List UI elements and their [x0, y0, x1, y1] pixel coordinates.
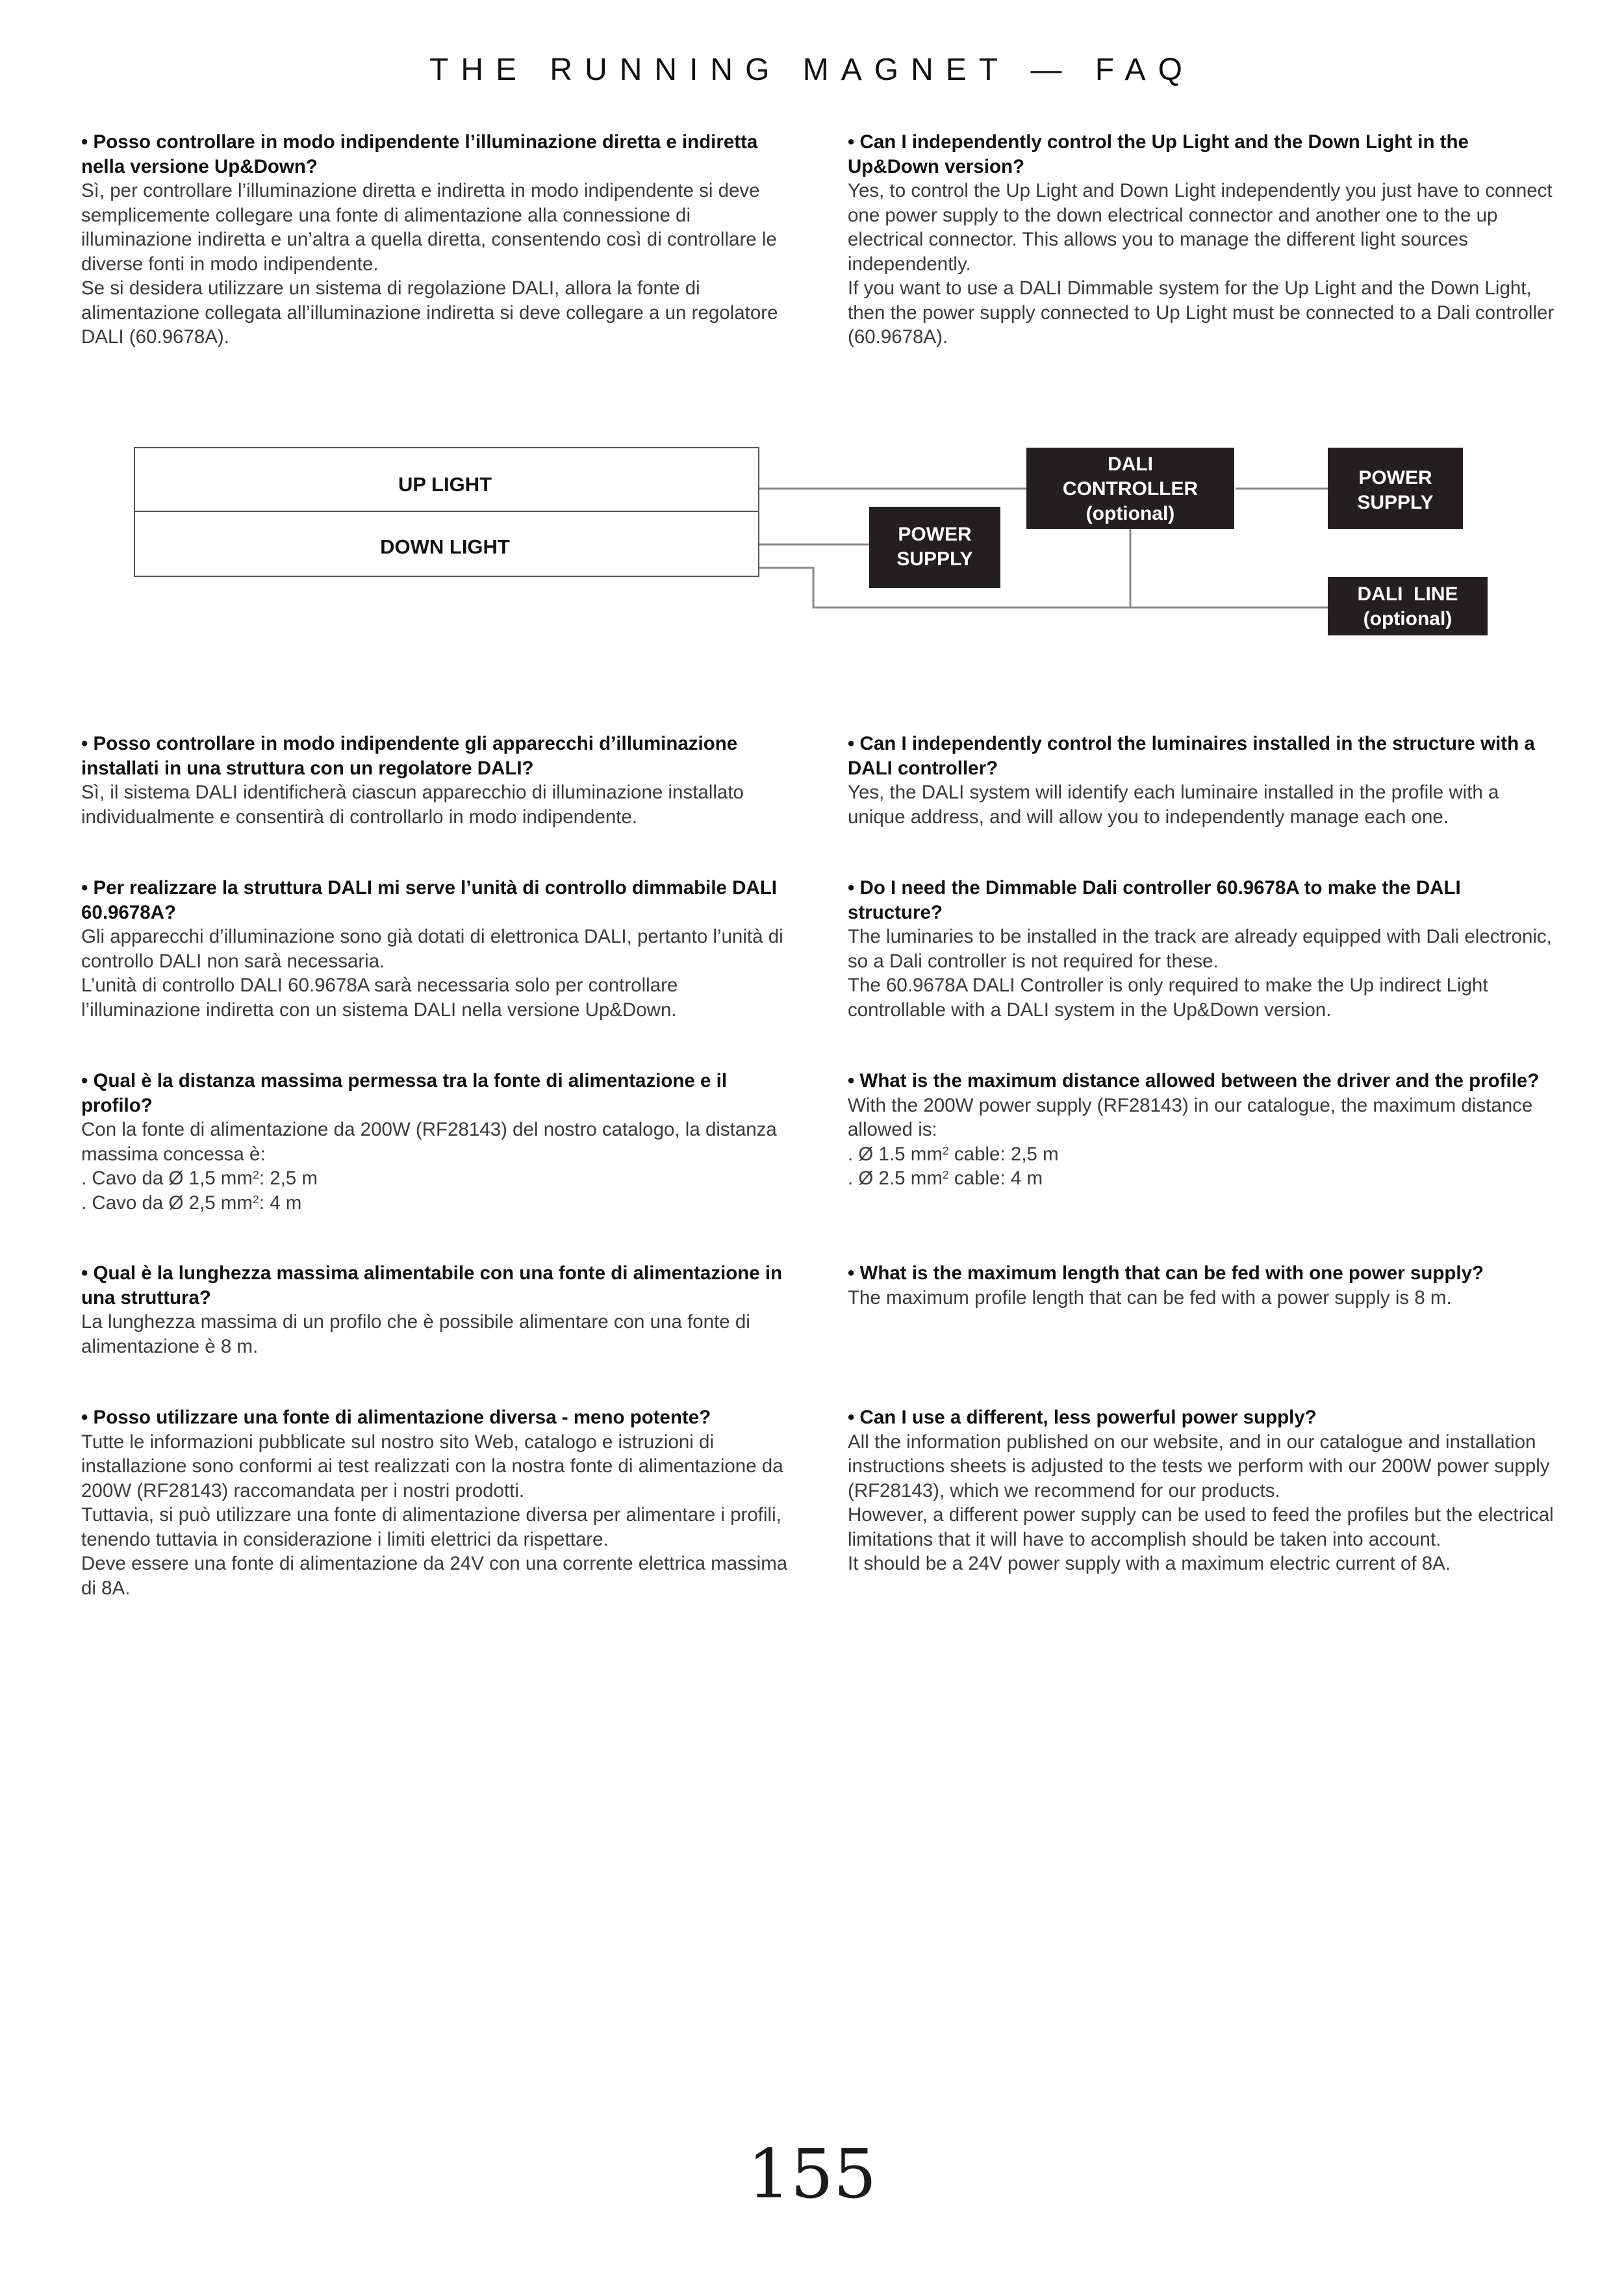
faq-answer: Sì, per controllare l’illuminazione diretta e indiretta in modo indipendente si deve semplicemente collegare una fonte di alimentazione alla connessione di illuminazione indiretta e un’altra a quella diretta, consentendo così di controllare le diverse fonti in modo indipendente. Se si desidera utilizzare un sistema di regolazione DALI, allora la fonte di alimentazione collegata all’illuminazione indiretta si deve collegare a un regolatore DALI (60.9678A).	[81, 180, 778, 348]
faq-item-it-5	[81, 1261, 789, 1359]
down-light-label: DOWN LIGHT	[380, 535, 510, 558]
power-supply-box	[869, 507, 1000, 588]
faq-answer: Gli apparecchi d’illuminazione sono già dotati di elettronica DALI, pertanto l’unità di controllo DALI non sarà necessaria. L’unità di controllo DALI 60.9678A sarà necessaria solo per controllare l’illuminazione indiretta con un sistema DALI nella versione Up&Down.	[81, 926, 783, 1021]
faq-item-en-6	[848, 1405, 1556, 1576]
cable-spec: . Cavo da Ø 1,5 $mm^2$: 2,5 m	[81, 1168, 318, 1189]
dali-controller-label: DALI	[1108, 454, 1153, 475]
page-number: 155	[747, 2134, 877, 2214]
faq-answer: La lunghezza massima di un profilo che è possibile alimentare con una fonte di alimentazione è 8 m.	[81, 1311, 750, 1357]
faq-answer: Yes, to control the Up Light and Down Light independently you just have to connect one power supply to the down electrical connector and another one to the up electrical connector. This allows you to manage the different light sources independently. If you want to use a DALI Dimmable system for the Up Light and the Down Light, then the power supply connected to Up Light must be connected to a Dali controller (60.9678A).	[848, 180, 1554, 348]
faq-answer: Tutte le informazioni pubblicate sul nostro sito Web, catalogo e istruzioni di installazione sono conformi ai test realizzati con la nostra fonte di alimentazione da 200W (RF28143) raccomandata per i nostri prodotti. Tuttavia, si può utilizzare una fonte di alimentazione diversa per alimentare i profili, tenendo tuttavia in considerazione i limiti elettrici da rispettare. Deve essere una fonte di alimentazione da 24V con una corrente elettrica massima di 8A.	[81, 1431, 788, 1599]
faq-answer: Con la fonte di alimentazione da 200W (RF28143) del nostro catalogo, la distanza massima concessa è: . Cavo da Ø 1,5 $mm^2$: 2,5 m . Cavo da Ø 2,5 $mm^2$: 4 m	[81, 1118, 789, 1215]
cable-spec: . Ø 1.5 $mm^2$ cable: 2,5 m	[848, 1143, 1059, 1165]
faq-item-en-3	[848, 876, 1556, 1022]
dali-line-label: DALI LINE	[1357, 583, 1458, 605]
power-supply-label: POWER	[1358, 467, 1432, 489]
dali-controller-box	[1026, 448, 1234, 529]
faq-question: • Can I independently control the Up Light and the Down Light in the Up&Down version?	[848, 131, 1469, 177]
faq-item-it-3	[81, 876, 789, 1022]
faq-item-en-2	[848, 732, 1556, 829]
faq-question: • Posso utilizzare una fonte di alimentazione diversa - meno potente?	[81, 1407, 711, 1428]
cable-spec: . Ø 2.5 $mm^2$ cable: 4 m	[848, 1168, 1043, 1189]
dali-line-box	[1328, 577, 1488, 635]
faq-question: • What is the maximum distance allowed between the driver and the profile?	[848, 1070, 1540, 1092]
faq-item-it-6	[81, 1405, 789, 1600]
faq-answer: The maximum profile length that can be fed with a power supply is 8 m.	[848, 1286, 1452, 1309]
faq-answer: Yes, the DALI system will identify each luminaire installed in the profile with a unique address, and will allow you to independently manage each one.	[848, 782, 1499, 828]
faq-question: • What is the maximum length that can be fed with one power supply?	[848, 1262, 1484, 1284]
line-down-to-dali-line	[759, 568, 1328, 607]
dali-controller-label: CONTROLLER	[1062, 478, 1199, 500]
faq-answer: With the 200W power supply (RF28143) in our catalogue, the maximum distance allowed is: . Ø 1.5 $mm^2$ cable: 2,5 m . Ø 2.5 $mm^2$ cable: 4 m	[848, 1093, 1556, 1191]
power-supply-label: SUPPLY	[1357, 492, 1434, 513]
faq-item-it-4	[81, 1069, 789, 1215]
faq-question: • Posso controllare in modo indipendente gli apparecchi d’illuminazione installati in una struttura con un regolatore DALI?	[81, 733, 738, 779]
faq-item-en-5	[848, 1261, 1595, 1310]
faq-question: • Posso controllare in modo indipendente l’illuminazione diretta e indiretta nella versione Up&Down?	[81, 131, 758, 177]
page-title: THE RUNNING MAGNET — FAQ	[429, 53, 1195, 87]
faq-question: • Do I need the Dimmable Dali controller 60.9678A to make the DALI structure?	[848, 877, 1461, 923]
faq-question: • Qual è la lunghezza massima alimentabile con una fonte di alimentazione in una struttura?	[81, 1262, 783, 1309]
dali-controller-label: (optional)	[1085, 503, 1175, 524]
dali-line-label: (optional)	[1363, 608, 1453, 630]
faq-answer: The luminaries to be installed in the track are already equipped with Dali electronic, so a Dali controller is not required for these. The 60.9678A DALI Controller is only required to make the Up indirect Light controllable with a DALI system in the Up&Down version.	[848, 926, 1552, 1021]
faq-question: • Qual è la distanza massima permessa tra la fonte di alimentazione e il profilo?	[81, 1070, 728, 1116]
power-supply-box	[1328, 448, 1463, 529]
faq-answer: Sì, il sistema DALI identificherà ciascun apparecchio di illuminazione installato individualmente e consentirà di controllarlo in modo indipendente.	[81, 782, 744, 828]
faq-question: • Can I use a different, less powerful power supply?	[848, 1407, 1317, 1428]
faq-item-en-4	[848, 1069, 1556, 1191]
faq-question: • Can I independently control the luminaires installed in the structure with a DALI controller?	[848, 733, 1535, 779]
up-light-label: UP LIGHT	[398, 473, 492, 496]
faq-item-it-2	[81, 732, 789, 829]
cable-spec: . Cavo da Ø 2,5 $mm^2$: 4 m	[81, 1192, 302, 1214]
faq-question: • Per realizzare la struttura DALI mi serve l’unità di controllo dimmabile DALI 60.9678A?	[81, 877, 777, 923]
power-supply-label: SUPPLY	[896, 548, 973, 570]
faq-answer: All the information published on our website, and in our catalogue and installation instructions sheets is adjusted to the tests we perform with our 200W power supply (RF28143), which we recommend for our products. However, a different power supply can be used to feed the profiles but the electrical limitations that it will have to accomplish should be taken into account. It should be a 24V power supply with a maximum electric current of 8A.	[848, 1431, 1554, 1574]
power-supply-label: POWER	[898, 524, 972, 545]
